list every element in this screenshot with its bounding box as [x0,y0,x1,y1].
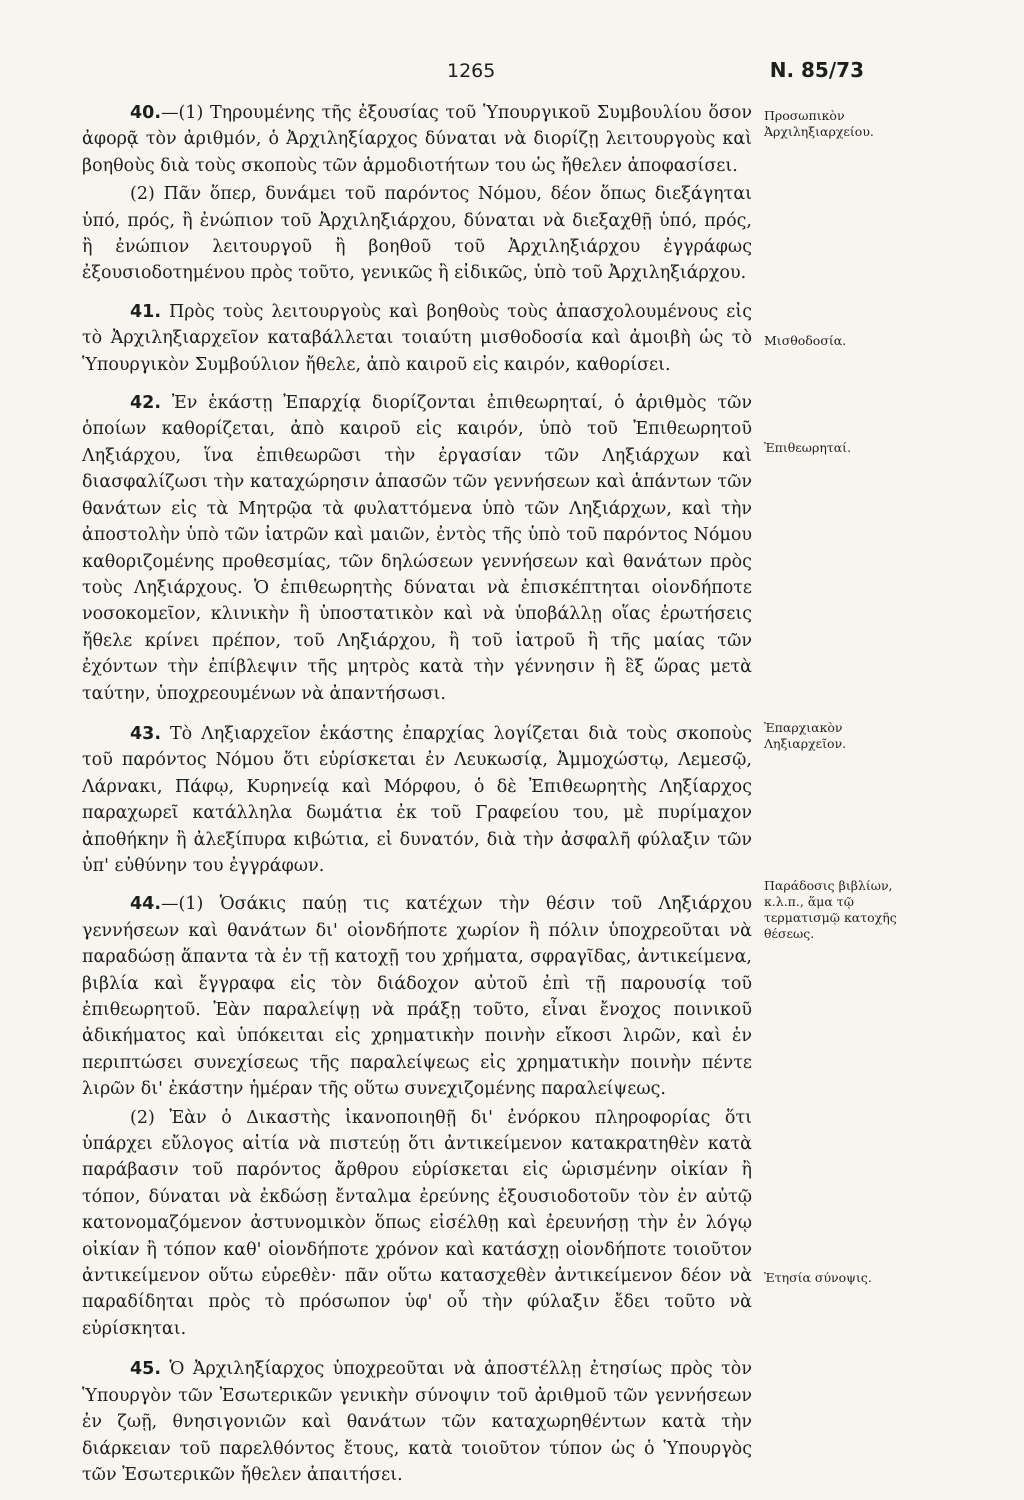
page-number: 1265 [447,60,496,82]
section-45-number: 45. [130,1359,162,1380]
section-43-text-1: Τὸ Ληξιαρχεῖον ἑκάστης ἐπαρχίας λογίζεται διὰ τοὺς σκοποὺς τοῦ παρόντος Νόμου ὅτι εὑρίσκεται ἐν Λευκωσίᾳ, Ἀμμοχώστῳ, Λεμεσῷ, Λάρνακι, Πάφῳ, Κυρηνείᾳ καὶ Μόρφου, ὁ δὲ Ἐπιθεωρητὴς Ληξίαρχος παραχωρεῖ κατάλληλα δωμάτια ἐκ τοῦ Γραφείου του, μὲ πυρίμαχον ἀποθήκην ἢ ἀλεξίπυρα κιβώτια, εἰ δυνατόν, διὰ τὴν ἀσφαλῆ φύλαξιν τῶν ὑπ' εὐθύνην του ἐγγράφων. [82,723,752,876]
law-number: N. 85/73 [769,58,864,82]
section-40 [82,100,752,287]
section-45 [82,1356,752,1488]
section-44-paragraph-2 [82,1105,752,1343]
section-42 [82,390,752,707]
margin-note-45: Ἐτησία σύνοψις. [764,1270,872,1285]
section-41-text-1: Πρὸς τοὺς λειτουργοὺς καὶ βοηθοὺς τοὺς ἀπασχολουμένους εἰς τὸ Ἀρχιληξιαρχεῖον καταβάλλεται τοιαύτη μισθοδοσία καὶ ἀμοιβὴ ὡς τὸ Ὑπουργικὸν Συμβούλιον ἤθελε, ἀπὸ καιροῦ εἰς καιρόν, καθορίσει. [82,301,752,375]
section-41-number: 41. [130,301,162,322]
section-44-number: 44. [130,894,162,915]
section-42-paragraph-1 [82,390,752,707]
margin-note-42: Ἐπιθεωρηταί. [764,440,852,455]
section-42-number: 42. [130,393,162,414]
section-45-text-1: Ὁ Ἀρχιληξίαρχος ὑποχρεοῦται νὰ ἀποστέλλῃ ἐτησίως πρὸς τὸν Ὑπουργὸν τῶν Ἐσωτερικῶν γενικὴν σύνοψιν τοῦ ἀριθμοῦ τῶν γεννήσεων ἐν ζωῇ, θνησιγονιῶν καὶ θανάτων τῶν καταχωρηθέντων κατὰ τὴν διάρκειαν τοῦ παρελθόντος ἔτους, κατὰ τοιοῦτον τύπον ὡς ὁ Ὑπουργὸς τῶν Ἐσωτερικῶν ἤθελεν ἀπαιτήσει. [82,1359,752,1485]
section-41-paragraph-1 [82,299,752,378]
section-40-number: 40. [130,103,162,123]
margin-note-40: Προσωπικὸν Ἀρχιληξιαρχείου. [764,108,874,139]
section-45-paragraph-1 [82,1356,752,1488]
section-44-text-2: (2) Ἐὰν ὁ Δικαστὴς ἱκανοποιηθῇ δι' ἐνόρκου πληροφορίας ὅτι ὑπάρχει εὔλογος αἰτία νὰ πιστεύῃ ὅτι ἀντικείμενον κατακρατηθὲν κατὰ παράβασιν τοῦ παρόντος ἄρθρου εὑρίσκεται εἰς ὡρισμένην οἰκίαν ἢ τόπον, δύναται νὰ ἐκδώσῃ ἔνταλμα ἐρεύνης ἐξουσιοδοτοῦν τὸν ἐν αὐτῷ κατονομαζόμενον ἀστυνομικὸν ὅπως εἰσέλθῃ καὶ ἐρευνήσῃ τὴν ἐν λόγῳ οἰκίαν ἢ τόπον καθ' οἱονδήποτε χρόνον καὶ κατάσχῃ οἱονδήποτε τοιοῦτον ἀντικείμενον οὕτω εὑρεθὲν· πᾶν οὕτω κατασχεθὲν ἀντικείμενον δέον νὰ παραδίδηται πρὸς τὸ πρόσωπον ὑφ' οὗ τὴν φύλαξιν ἔδει τοῦτο νὰ εὑρίσκηται. [82,1107,752,1339]
section-40-paragraph-2 [82,181,752,287]
section-40-paragraph-1 [82,100,752,179]
section-42-text-1: Ἐν ἑκάστῃ Ἐπαρχίᾳ διορίζονται ἐπιθεωρηταί, ὁ ἀριθμὸς τῶν ὁποίων καθορίζεται, ἀπὸ καιροῦ εἰς καιρόν, ὑπὸ τοῦ Ἐπιθεωρητοῦ Ληξιάρχου, ἵνα ἐπιθεωρῶσι τὴν ἐργασίαν τῶν Ληξιάρχων καὶ διασφαλίζωσι τὴν καταχώρησιν ἁπασῶν τῶν γεννήσεων καὶ ἁπάντων τῶν θανάτων εἰς τὰ Μητρῷα τὰ φυλαττόμενα ὑπὸ τῶν Ληξιάρχων, καὶ τὴν ἀποστολὴν ὑπὸ τῶν ἰατρῶν καὶ μαιῶν, ἐντὸς τῆς ὑπὸ τοῦ παρόντος Νόμου καθοριζομένης προθεσμίας, τῶν δηλώσεων γεννήσεων καὶ θανάτων πρὸς τοὺς Ληξιάρχους. Ὁ ἐπιθεωρητὴς δύναται νὰ ἐπισκέπτηται οἱονδήποτε νοσοκομεῖον, κλινικὴν ἢ ὑποστατικὸν καὶ νὰ ὑποβάλλῃ οἵας ἐρωτήσεις ἤθελε κρίνει πρέπον, τοῦ Ληξιάρχου, ἢ τοῦ ἰατροῦ ἢ τῆς μαίας τῶν ἐχόντων τὴν ἐπίβλεψιν τῆς μητρὸς κατὰ τὴν γέννησιν ἢ ἓξ ὥρας μετὰ ταύτην, ὑποχρεουμένων νὰ ἀπαντήσωσι. [82,393,752,704]
section-44 [82,891,752,1342]
section-44-text-1: —(1) Ὁσάκις παύῃ τις κατέχων τὴν θέσιν τοῦ Ληξιάρχου γεννήσεων καὶ θανάτων δι' οἱονδήποτε χωρίον ἢ πόλιν ὑποχρεοῦται νὰ παραδώσῃ ἅπαντα τὰ ἐν τῇ κατοχῇ του χρήματα, σφραγῖδας, ἀντικείμενα, βιβλία καὶ ἔγγραφα εἰς τὸν διάδοχον αὐτοῦ ἐπὶ τῇ παρουσίᾳ τοῦ ἐπιθεωρητοῦ. Ἐὰν παραλείψῃ νὰ πράξῃ τοῦτο, εἶναι ἔνοχος ποινικοῦ ἀδικήματος καὶ ὑπόκειται εἰς χρηματικὴν ποινὴν εἴκοσι λιρῶν, καὶ ἐν περιπτώσει συνεχίσεως τῆς παραλείψεως εἰς χρηματικὴν ποινὴν πέντε λιρῶν δι' ἑκάστην ἡμέραν τῆς οὕτω συνεχιζομένης παραλείψεως. [82,894,752,1100]
margin-note-43: Ἐπαρχιακὸν Ληξιαρχεῖον. [764,720,847,751]
section-43 [82,721,752,879]
margin-note-44: Παράδοσις βιβλίων, κ.λ.π., ἅμα τῷ τερματισμῷ κατοχῆς θέσεως. [764,878,897,941]
section-43-paragraph-1 [82,721,752,879]
body-text [82,100,752,1500]
section-41 [82,299,752,378]
margin-note-41: Μισθοδοσία. [764,333,847,348]
section-40-text-2: (2) Πᾶν ὅπερ, δυνάμει τοῦ παρόντος Νόμου, δέον ὅπως διεξάγηται ὑπό, πρός, ἢ ἐνώπιον τοῦ Ἀρχιληξιάρχου, δύναται νὰ διεξαχθῇ ὑπό, πρός, ἢ ἐνώπιον λειτουργοῦ ἢ βοηθοῦ τοῦ Ἀρχιληξιάρχου ἐγγράφως ἐξουσιοδοτημένου πρὸς τοῦτο, γενικῶς ἢ εἰδικῶς, ὑπὸ τοῦ Ἀρχιληξιάρχου. [82,184,752,284]
section-43-number: 43. [130,723,162,744]
section-44-paragraph-1 [82,891,752,1102]
section-40-text-1: —(1) Τηρουμένης τῆς ἐξουσίας τοῦ Ὑπουργικοῦ Συμβουλίου ὅσον ἀφορᾷ τὸν ἀριθμόν, ὁ Ἀρχιληξίαρχος δύναται νὰ διορίζῃ λειτουργοὺς καὶ βοηθοὺς διὰ τοὺς σκοποὺς τῶν ἁρμοδιοτήτων του ὡς ἤθελεν ἀποφασίσει. [82,103,752,176]
